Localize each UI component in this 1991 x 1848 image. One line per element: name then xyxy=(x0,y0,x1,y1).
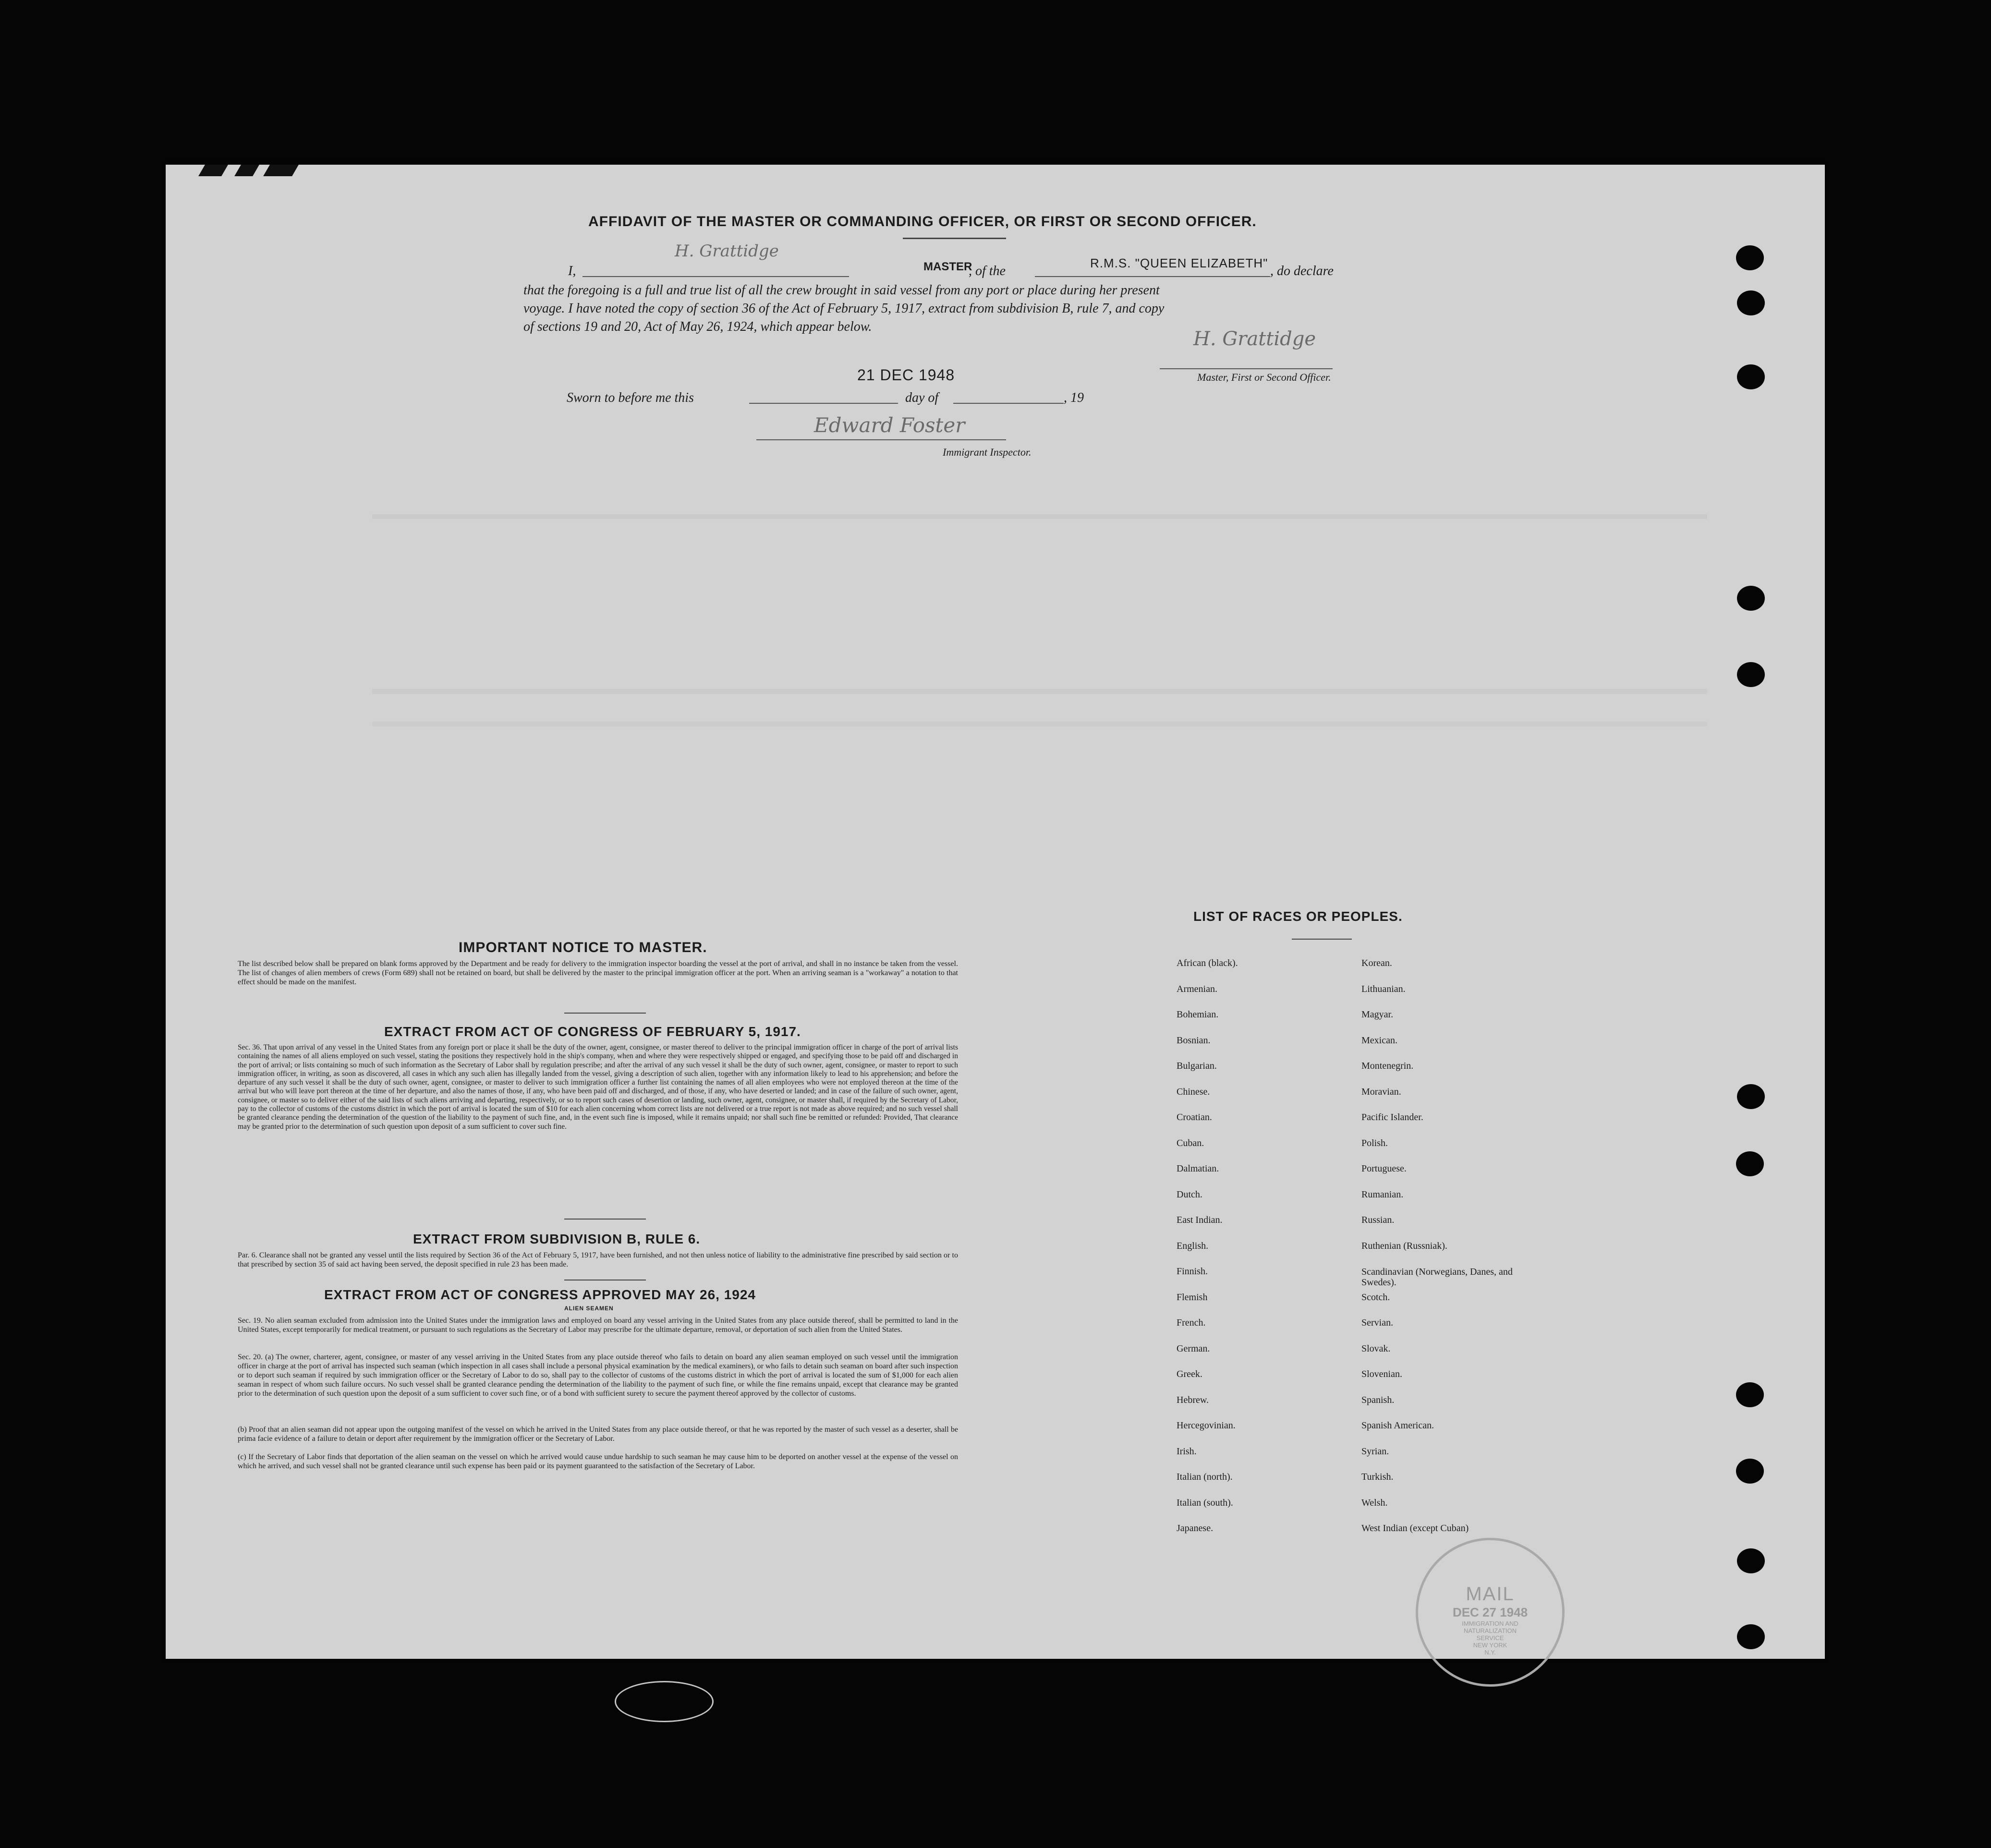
race-item: Japanese. xyxy=(1177,1523,1214,1534)
day-of-label: day of xyxy=(905,390,939,405)
stamp-line: NEW YORK xyxy=(1473,1642,1507,1649)
declarant-signature: H. Grattidge xyxy=(675,242,779,261)
rule6-text: Par. 6. Clearance shall not be granted any vessel until the lists required by Section 36 of the Act of February 5, 1917, have been furnished, and not then unless notice of liability to the administrative fine prescribed by said section or to that prescribed by section 35 of said act having been served, the deposit specified in rule 23 has been made. xyxy=(238,1251,958,1268)
binder-hole xyxy=(1736,1382,1764,1407)
declaration-line-1: that the foregoing is a full and true list of all the crew brought in said vessel from any port or place during her present xyxy=(523,283,1160,298)
race-item: Irish. xyxy=(1177,1446,1197,1457)
bleed-through-mark xyxy=(372,514,1707,519)
sworn-label: Sworn to before me this xyxy=(567,390,694,405)
inspector-caption: Immigrant Inspector. xyxy=(943,446,1032,458)
race-item: Hercegovinian. xyxy=(1177,1420,1236,1431)
document-page xyxy=(166,165,1825,1659)
binder-hole xyxy=(1737,1548,1765,1573)
race-item: Chinese. xyxy=(1177,1086,1210,1097)
officer-signature-line xyxy=(1160,368,1333,369)
stamp-line: NATURALIZATION xyxy=(1463,1627,1517,1634)
binder-hole xyxy=(1737,586,1765,611)
rule6-title: EXTRACT FROM SUBDIVISION B, RULE 6. xyxy=(413,1232,701,1246)
race-item: English. xyxy=(1177,1240,1209,1251)
race-item: Bohemian. xyxy=(1177,1009,1219,1020)
race-item: East Indian. xyxy=(1177,1215,1223,1225)
race-item: Syrian. xyxy=(1361,1446,1389,1457)
faint-stamp-mark xyxy=(615,1681,714,1722)
binder-hole xyxy=(1737,662,1765,687)
extract-1917-text: Sec. 36. That upon arrival of any vessel in the United States from any foreign port or place it shall be the duty of the owner, agent, consignee, or master thereof to deliver to the principal immigration officer in charge of the port of arrival lists containing the names of all aliens employed on such vessel, stating the positions they respectively hold in the ship's company, when and where they were respectively shipped or engaged, and specifying those to be paid off and discharged in the port of arrival; or lists containing so much of such information as the Secretary of Labor shall by regulation prescribe; and after the arrival of any such vessel it shall be the duty of such owner, agent, consignee, or master to report to such immigration officer, in writing, as soon as discovered, all cases in which any such alien has illegally landed from the vessel, giving a description of such alien, together with any information likely to lead to his apprehension; and before the departure of any such vessel it shall be the duty of such owner, agent, consignee, or master to deliver to such immigration officer a further list containing the names of all alien employees who were not employed thereon at the time of the arrival but who will leave port thereon at the time of her departure, and also the names of those, if any, who have been paid off and discharged, and of those, if any, who have deserted or landed; and in case of the failure of such owner, agent, consignee, or master so to deliver either of the said lists of such aliens arriving and departing, respectively, or so to report such cases of desertion or landing, such owner, agent, consignee, or master shall, if required by the Secretary of Labor, pay to the collector of customs of the customs district in which the port of arrival is located the sum of $10 for each alien concerning whom correct lists are not delivered or a true report is not made as above required; and no such vessel shall be granted clearance pending the determination of the question of the liability to the payment of such fine, and, in the event such fine is imposed, while it remains unpaid; nor shall such fine be remitted or refunded: Provided, That clearance may be granted prior to the determination of such question upon deposit of a sum sufficient to cover such fine. xyxy=(238,1043,958,1131)
race-item: Korean. xyxy=(1361,958,1392,968)
race-item: Polish. xyxy=(1361,1137,1388,1148)
binder-hole xyxy=(1737,1624,1765,1649)
notice-text: The list described below shall be prepared on blank forms approved by the Department and be ready for delivery to the immigration inspector boarding the vessel at the port of arrival, and shall in no instance be taken from the vessel. The list of changes of alien members of crews (Form 689) shall not be retained on board, but shall be delivered by the master to the principal immigration officer at the port. When an arriving seaman is a "workaway" a notation to that effect should be made on the manifest. xyxy=(238,960,958,986)
race-item: Hebrew. xyxy=(1177,1394,1209,1405)
race-item: Scandinavian (Norwegians, Danes, and Swedes). xyxy=(1361,1267,1513,1288)
race-item: Spanish. xyxy=(1361,1394,1395,1405)
race-item: African (black). xyxy=(1177,958,1238,968)
race-item: Flemish xyxy=(1177,1292,1208,1303)
race-item: Bosnian. xyxy=(1177,1035,1211,1046)
inspector-signature-line xyxy=(756,439,1006,440)
race-item: Montenegrin. xyxy=(1361,1061,1414,1071)
officer-caption: Master, First or Second Officer. xyxy=(1197,371,1331,383)
stamp-line: N.Y. xyxy=(1484,1649,1496,1656)
race-item: Servian. xyxy=(1361,1317,1394,1328)
bleed-through-mark xyxy=(372,689,1707,694)
notice-title: IMPORTANT NOTICE TO MASTER. xyxy=(459,940,707,955)
races-right-column xyxy=(1361,958,1515,1549)
race-item: Armenian. xyxy=(1177,983,1217,994)
binder-hole xyxy=(1736,1151,1764,1176)
sworn-day-line xyxy=(749,403,898,404)
stamp-line: IMMIGRATION AND xyxy=(1462,1620,1518,1627)
inspector-signature: Edward Foster xyxy=(814,413,965,437)
binder-hole xyxy=(1736,1459,1764,1484)
extract-1924-sec20c: (c) If the Secretary of Labor finds that deportation of the alien seaman on the vessel on which he arrived would cause undue hardship to such seaman he may cause him to be deported on another vessel at the expense of the vessel on which he arrived, and such vessel shall not be granted clearance until such expense has been paid or its payment guaranteed to the satisfaction of the Secretary of Labor. xyxy=(238,1453,958,1470)
binder-hole xyxy=(1737,1084,1765,1109)
race-item: Portuguese. xyxy=(1361,1163,1407,1174)
race-item: Ruthenian (Russniak). xyxy=(1361,1240,1447,1251)
declaration-line-2: voyage. I have noted the copy of section 36 of the Act of February 5, 1917, extract from subdivision B, rule 7, and copy xyxy=(523,301,1165,316)
year-label: , 19 xyxy=(1064,390,1084,405)
race-item: French. xyxy=(1177,1317,1206,1328)
stamp-mail: MAIL xyxy=(1466,1583,1515,1605)
race-item: Welsh. xyxy=(1361,1497,1388,1508)
section-rule xyxy=(564,1219,646,1220)
race-item: West Indian (except Cuban) xyxy=(1361,1523,1469,1534)
race-item: Moravian. xyxy=(1361,1086,1401,1097)
binder-hole xyxy=(1737,364,1765,389)
declarant-label: I, xyxy=(568,264,576,278)
month-line xyxy=(953,403,1064,404)
race-item: Croatian. xyxy=(1177,1112,1212,1123)
races-title: LIST OF RACES OR PEOPLES. xyxy=(1193,909,1403,924)
section-rule xyxy=(564,1013,646,1014)
race-item: Lithuanian. xyxy=(1361,983,1406,994)
declare-label: , do declare xyxy=(1270,264,1334,278)
race-item: Scotch. xyxy=(1361,1292,1390,1303)
declaration-line-3: of sections 19 and 20, Act of May 26, 1924, which appear below. xyxy=(523,319,872,334)
extract-1924-sec19: Sec. 19. No alien seaman excluded from admission into the United States under the immigration laws and employed on board any vessel arriving in the United States from any place outside thereof, shall be permitted to land in the United States, except temporarily for medical treatment, or pursuant to such regulations as the Secretary of Labor may prescribe for the ultimate departure, removal, or deportation of such alien from the United States. xyxy=(238,1317,958,1334)
race-item: Slovak. xyxy=(1361,1343,1391,1354)
name-line xyxy=(583,276,849,277)
race-item: Bulgarian. xyxy=(1177,1061,1217,1071)
rank-value: MASTER xyxy=(923,260,972,273)
race-item: Russian. xyxy=(1361,1215,1395,1225)
binder-hole xyxy=(1737,290,1765,315)
race-item: Spanish American. xyxy=(1361,1420,1434,1431)
race-item: Italian (north). xyxy=(1177,1472,1233,1482)
race-item: Slovenian. xyxy=(1361,1369,1402,1379)
race-item: Italian (south). xyxy=(1177,1497,1233,1508)
race-item: Greek. xyxy=(1177,1369,1202,1379)
mail-stamp xyxy=(1416,1538,1565,1687)
vessel-name: R.M.S. "QUEEN ELIZABETH" xyxy=(1090,256,1268,270)
race-item: Mexican. xyxy=(1361,1035,1397,1046)
race-item: Dutch. xyxy=(1177,1189,1202,1200)
bleed-through-mark xyxy=(372,722,1707,726)
title-rule xyxy=(903,238,1006,239)
extract-1924-sec20b: (b) Proof that an alien seaman did not appear upon the outgoing manifest of the vessel on which he arrived in the United States from any place outside thereof, or that he was reported by the master of such vessel as a deserter, shall be prima facie evidence of a failure to detain or deport after requirement by the immigration officer or the Secretary of Labor. xyxy=(238,1425,958,1443)
race-item: Rumanian. xyxy=(1361,1189,1404,1200)
race-item: Turkish. xyxy=(1361,1472,1394,1482)
affidavit-title: AFFIDAVIT OF THE MASTER OR COMMANDING OFFICER, OR FIRST OR SECOND OFFICER. xyxy=(588,214,1257,229)
race-item: Pacific Islander. xyxy=(1361,1112,1423,1123)
extract-1924-sec20a: Sec. 20. (a) The owner, charterer, agent, consignee, or master of any vessel arriving in the United States from any place outside thereof who fails to detain on board any alien seaman employed on such vessel until the immigration officer in charge at the port of arrival has inspected such seaman (which inspection in all cases shall include a personal physical examination by the medical examiners), or who fails to detain such seaman on board after such inspection or to deport such seaman if required by such immigration officer or the Secretary of Labor to do so, shall pay to the collector of customs of the customs district in which the port of arrival is located the sum of $1,000 for each alien seaman in respect of whom such failure occurs. No such vessel shall be granted clearance pending the determination of the liability to the payment of such fine, or while the fine remains unpaid, except that clearance may be granted prior to the determination of such question upon the deposit of a sum sufficient to cover such fine, or of a bond with sufficient surety to secure the payment thereof approved by the collector of customs. xyxy=(238,1353,958,1398)
vessel-line xyxy=(1035,276,1270,277)
extract-1924-subtitle: ALIEN SEAMEN xyxy=(564,1305,614,1312)
extract-1917-title: EXTRACT FROM ACT OF CONGRESS OF FEBRUARY 5, 1917. xyxy=(384,1024,801,1039)
extract-1924-title: EXTRACT FROM ACT OF CONGRESS APPROVED MAY 26, 1924 xyxy=(324,1287,756,1302)
race-item: Cuban. xyxy=(1177,1137,1204,1148)
binder-hole xyxy=(1736,245,1764,270)
race-item: German. xyxy=(1177,1343,1210,1354)
races-title-rule xyxy=(1292,939,1352,940)
races-left-column xyxy=(1177,958,1238,1549)
officer-signature: H. Grattidge xyxy=(1193,328,1316,350)
of-the-label: , of the xyxy=(969,264,1006,278)
stamp-date: DEC 27 1948 xyxy=(1452,1605,1528,1619)
race-item: Dalmatian. xyxy=(1177,1163,1219,1174)
race-item: Magyar. xyxy=(1361,1009,1394,1020)
race-item: Finnish. xyxy=(1177,1266,1208,1277)
date-stamp: 21 DEC 1948 xyxy=(857,366,955,384)
stamp-line: SERVICE xyxy=(1476,1634,1504,1642)
